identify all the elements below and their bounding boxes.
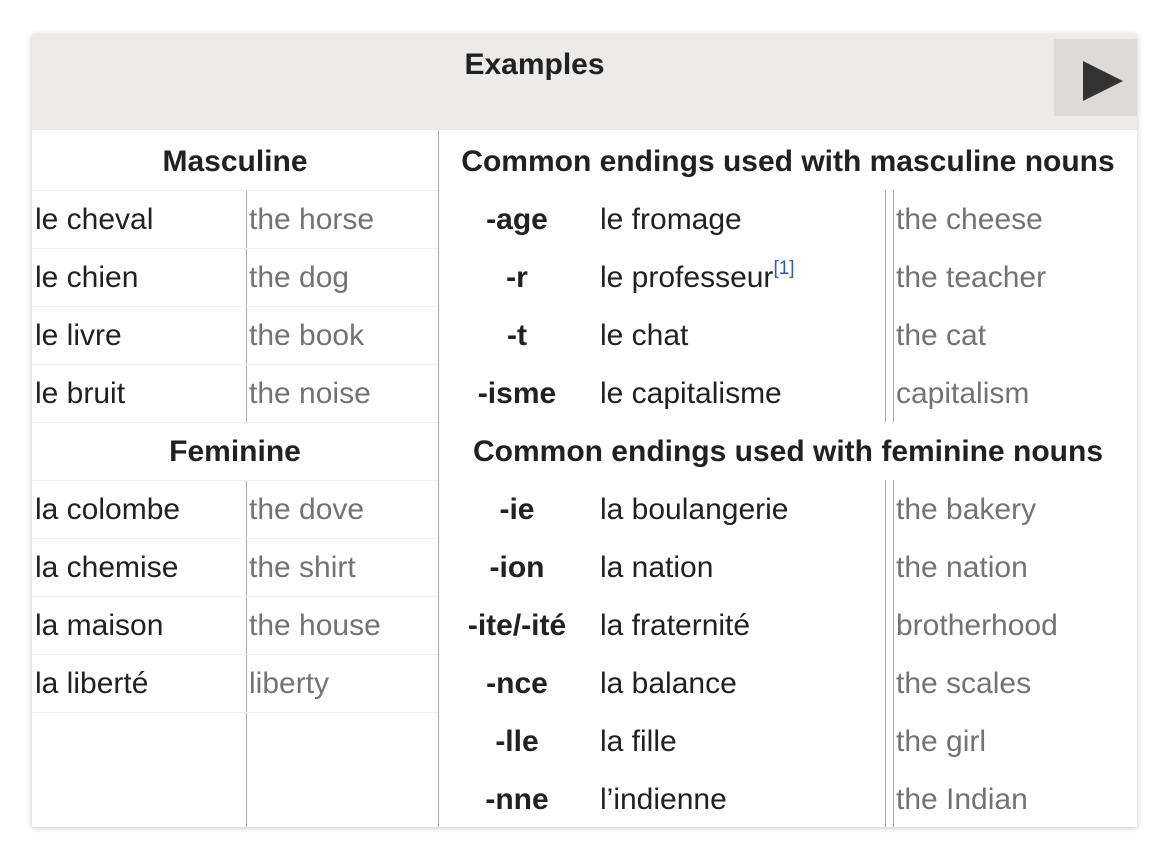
masc-ending-en-1: the cheese — [896, 203, 1043, 236]
masc-ending-en-4: capitalism — [896, 377, 1030, 410]
row-separator — [32, 248, 438, 249]
fem-ending-3: -ite/-ité — [467, 609, 567, 642]
fem-ending-fr-4: la balance — [600, 667, 737, 700]
fem-ending-en-2: the nation — [896, 551, 1028, 584]
masc-ending-2: -r — [506, 261, 528, 294]
fem-ending-en-5: the girl — [896, 725, 987, 758]
masc-ending-4: -isme — [477, 377, 557, 410]
masc-ending-divider-a — [885, 190, 886, 422]
examples-title: Examples — [464, 48, 605, 81]
masc-ending-fr-3: le chat — [600, 319, 689, 352]
row-separator — [32, 538, 438, 539]
masc-en-4: the noise — [249, 377, 371, 410]
row-separator — [32, 422, 438, 423]
masc-ending-fr-4: le capitalisme — [600, 377, 782, 410]
masc-en-3: the book — [249, 319, 365, 352]
row-separator — [32, 712, 438, 713]
masc-ending-fr-1: le fromage — [600, 203, 742, 236]
fem-ending-fr-2: la nation — [600, 551, 714, 584]
play-button[interactable] — [1054, 39, 1137, 116]
fem-ending-en-4: the scales — [896, 667, 1032, 700]
fem-fr-3: la maison — [35, 609, 164, 642]
fem-ending-fr-3: la fraternité — [600, 609, 751, 642]
fem-en-3: the house — [249, 609, 381, 642]
fem-ending-divider-b — [893, 480, 894, 827]
masc-ending-fr-2 — [600, 258, 795, 295]
examples-card — [32, 34, 1137, 827]
masc-fr-3: le livre — [35, 319, 122, 352]
fem-ending-6: -nne — [485, 783, 549, 816]
masculine-heading: Masculine — [162, 145, 308, 178]
row-separator — [32, 596, 438, 597]
masc-ending-3: -t — [507, 319, 527, 352]
examples-header — [32, 34, 1137, 130]
masc-fr-2: le chien — [35, 261, 139, 294]
fem-en-4: liberty — [249, 667, 330, 700]
fem-ending-4: -nce — [486, 667, 548, 700]
fem-ending-fr-6: l’indienne — [600, 783, 727, 816]
masc-ending-en-2: the teacher — [896, 261, 1047, 294]
reference-link[interactable]: [1] — [773, 258, 795, 279]
masc-ending-divider-b — [893, 190, 894, 422]
row-separator — [32, 306, 438, 307]
masc-ending-fr-2-text: le professeur — [600, 261, 774, 294]
fem-ending-fr-5: la fille — [600, 725, 677, 758]
fem-en-2: the shirt — [249, 551, 356, 584]
fem-fr-1: la colombe — [35, 493, 181, 526]
masculine-endings-heading: Common endings used with masculine nouns — [461, 145, 1115, 178]
row-separator — [32, 364, 438, 365]
masc-fr-4: le bruit — [35, 377, 126, 410]
feminine-endings-heading: Common endings used with feminine nouns — [472, 435, 1103, 468]
row-separator — [32, 480, 438, 481]
fem-ending-2: -ion — [489, 551, 545, 584]
row-separator — [32, 654, 438, 655]
play-icon — [1081, 59, 1125, 103]
fem-ending-divider-a — [885, 480, 886, 827]
masc-fr-1: le cheval — [35, 203, 154, 236]
fem-ending-5: -lle — [495, 725, 539, 758]
masc-ending-1: -age — [486, 203, 548, 236]
masc-ending-en-3: the cat — [896, 319, 987, 352]
fem-en-1: the dove — [249, 493, 365, 526]
fem-fr-2: la chemise — [35, 551, 179, 584]
masc-en-1: the horse — [249, 203, 375, 236]
fem-ending-1: -ie — [499, 493, 535, 526]
masc-en-2: the dog — [249, 261, 350, 294]
fem-ending-en-6: the Indian — [896, 783, 1028, 816]
section-divider — [438, 131, 439, 827]
feminine-heading: Feminine — [169, 435, 301, 468]
fem-ending-en-3: brotherhood — [896, 609, 1058, 642]
fem-fr-4: la liberté — [35, 667, 149, 700]
fem-ending-fr-1: la boulangerie — [600, 493, 789, 526]
row-separator — [32, 190, 438, 191]
fem-ending-en-1: the bakery — [896, 493, 1037, 526]
